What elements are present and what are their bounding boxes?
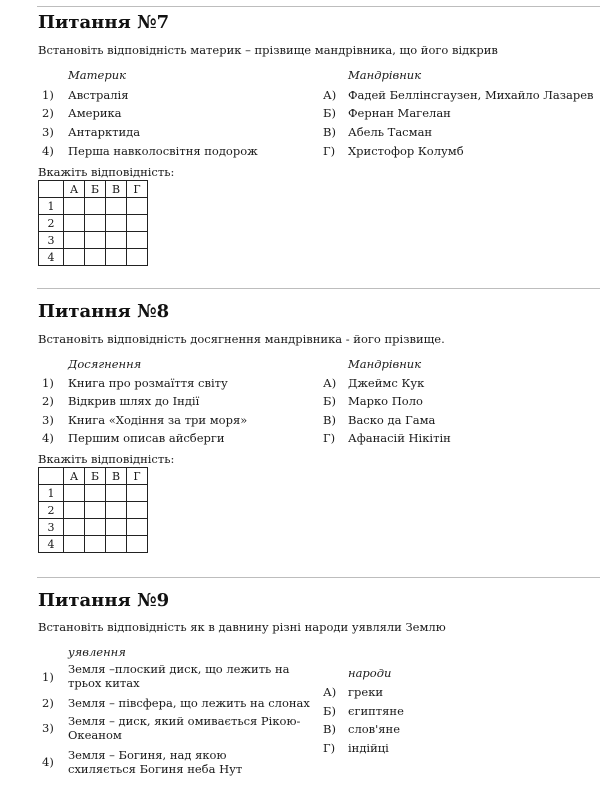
- q7-right-item: Фернан Магелан: [348, 106, 451, 120]
- q9-right-letter: Г): [323, 741, 336, 755]
- q7-left-item: Америка: [68, 106, 122, 120]
- q9-left-num: 3): [42, 721, 54, 735]
- grid-row-header: 4: [39, 536, 64, 553]
- answer-cell[interactable]: [106, 198, 127, 215]
- q7-answer-prompt: Вкажіть відповідність:: [38, 165, 175, 179]
- q7-right-item: Фадей Беллінсгаузен, Михайло Лазарев: [348, 88, 594, 102]
- answer-cell[interactable]: [106, 232, 127, 249]
- grid-row-header: 1: [39, 198, 64, 215]
- grid-row-header: 3: [39, 232, 64, 249]
- q8-left-num: 4): [42, 431, 54, 445]
- answer-cell[interactable]: [127, 215, 148, 232]
- q7-instruction: Встановіть відповідність материк – прізвище мандрівника, що його відкрив: [38, 43, 498, 57]
- q9-right-letter: А): [323, 685, 337, 699]
- answer-cell[interactable]: [64, 198, 85, 215]
- q9-right-header: народи: [348, 666, 392, 680]
- q9-left-item: Земля – півсфера, що лежить на слонах: [68, 696, 310, 710]
- q7-right-letter: В): [323, 125, 336, 139]
- q8-right-letter: В): [323, 413, 336, 427]
- q8-answer-grid: [38, 467, 148, 553]
- q7-left-num: 1): [42, 88, 54, 102]
- q9-right-item: греки: [348, 685, 384, 699]
- answer-cell[interactable]: [85, 536, 106, 553]
- answer-cell[interactable]: [64, 232, 85, 249]
- q9-instruction: Встановіть відповідність як в давнину різні народи уявляли Землю: [38, 620, 446, 634]
- answer-cell[interactable]: [85, 198, 106, 215]
- q7-right-letter: Г): [323, 144, 336, 158]
- q8-divider: [37, 288, 600, 289]
- q9-right-item: єгиптяне: [348, 704, 404, 718]
- q7-left-num: 3): [42, 125, 54, 139]
- grid-row-header: 4: [39, 249, 64, 266]
- answer-cell[interactable]: [127, 485, 148, 502]
- answer-cell[interactable]: [106, 536, 127, 553]
- q9-left-item: Земля –плоский диск, що лежить на трьох китах: [68, 662, 290, 690]
- answer-cell[interactable]: [85, 485, 106, 502]
- answer-cell[interactable]: [64, 519, 85, 536]
- q7-right-item: Абель Тасман: [348, 125, 433, 139]
- answer-cell[interactable]: [127, 502, 148, 519]
- q7-right-letter: Б): [323, 106, 336, 120]
- grid-row: [39, 502, 148, 519]
- grid-row: [39, 198, 148, 215]
- grid-row: [39, 519, 148, 536]
- grid-row-header: 1: [39, 485, 64, 502]
- answer-cell[interactable]: [85, 215, 106, 232]
- q9-title: Питання №9: [38, 590, 170, 611]
- q8-left-item: Книга «Ходіння за три моря»: [68, 413, 248, 427]
- q9-right-letter: Б): [323, 704, 336, 718]
- answer-cell[interactable]: [106, 215, 127, 232]
- q9-left-item: Земля – Богиня, над якою схиляється Богиня неба Нут: [68, 748, 243, 776]
- grid-col-header: Б: [85, 181, 106, 198]
- answer-cell[interactable]: [106, 519, 127, 536]
- grid-row: [39, 215, 148, 232]
- q8-instruction: Встановіть відповідність досягнення мандрівника - його прізвище.: [38, 332, 445, 346]
- q7-right-letter: А): [323, 88, 337, 102]
- q9-left-num: 4): [42, 755, 54, 769]
- q7-left-header: Материк: [68, 68, 126, 82]
- q7-left-item: Перша навколосвітня подорож: [68, 144, 258, 158]
- answer-cell[interactable]: [127, 536, 148, 553]
- answer-cell[interactable]: [106, 485, 127, 502]
- q8-title: Питання №8: [38, 301, 170, 322]
- answer-cell[interactable]: [64, 215, 85, 232]
- q7-title: Питання №7: [38, 12, 170, 33]
- q8-left-num: 1): [42, 376, 54, 390]
- grid-corner-cell: [39, 468, 64, 485]
- q8-left-num: 3): [42, 413, 54, 427]
- q9-right-letter: В): [323, 722, 336, 736]
- grid-header-row: [39, 181, 148, 198]
- q8-right-item: Марко Поло: [348, 394, 423, 408]
- grid-row-header: 3: [39, 519, 64, 536]
- q9-left-num: 2): [42, 696, 54, 710]
- q9-divider: [37, 577, 600, 578]
- q9-right-item: слов'яне: [348, 722, 401, 736]
- q8-left-item: Книга про розмаїття світу: [68, 376, 228, 390]
- answer-cell[interactable]: [127, 232, 148, 249]
- grid-row: [39, 249, 148, 266]
- answer-cell[interactable]: [64, 485, 85, 502]
- answer-cell[interactable]: [85, 502, 106, 519]
- q8-left-num: 2): [42, 394, 54, 408]
- answer-cell[interactable]: [127, 198, 148, 215]
- q7-left-num: 4): [42, 144, 54, 158]
- q8-answer-prompt: Вкажіть відповідність:: [38, 452, 175, 466]
- answer-cell[interactable]: [127, 249, 148, 266]
- q9-left-num: 1): [42, 670, 54, 684]
- answer-cell[interactable]: [127, 519, 148, 536]
- grid-col-header: Г: [127, 181, 148, 198]
- q9-left-header: уявлення: [68, 645, 126, 659]
- answer-cell[interactable]: [106, 502, 127, 519]
- grid-col-header: А: [64, 468, 85, 485]
- q7-answer-grid: [38, 180, 148, 266]
- answer-cell[interactable]: [64, 536, 85, 553]
- grid-col-header: В: [106, 468, 127, 485]
- top-divider: [37, 6, 600, 7]
- q8-right-item: Васко да Гама: [348, 413, 436, 427]
- q8-left-item: Відкрив шлях до Індії: [68, 394, 200, 408]
- q9-left-item: Земля – диск, який омивається Рікою-Океаном: [68, 714, 301, 742]
- grid-col-header: Г: [127, 468, 148, 485]
- grid-row: [39, 485, 148, 502]
- grid-row: [39, 232, 148, 249]
- answer-cell[interactable]: [64, 502, 85, 519]
- answer-cell[interactable]: [85, 519, 106, 536]
- q8-right-letter: А): [323, 376, 337, 390]
- grid-corner-cell: [39, 181, 64, 198]
- q7-left-num: 2): [42, 106, 54, 120]
- answer-cell[interactable]: [85, 249, 106, 266]
- grid-col-header: А: [64, 181, 85, 198]
- q7-left-item: Антарктида: [68, 125, 141, 139]
- q7-right-header: Мандрівник: [348, 68, 422, 82]
- q8-left-item: Першим описав айсберги: [68, 431, 225, 445]
- answer-cell[interactable]: [85, 232, 106, 249]
- q8-right-item: Афанасій Нікітін: [348, 431, 451, 445]
- grid-row: [39, 536, 148, 553]
- q8-right-item: Джеймс Кук: [348, 376, 425, 390]
- q8-right-letter: Б): [323, 394, 336, 408]
- q8-right-header: Мандрівник: [348, 357, 422, 371]
- answer-cell[interactable]: [64, 249, 85, 266]
- q9-right-item: індійці: [348, 741, 389, 755]
- q8-right-letter: Г): [323, 431, 336, 445]
- grid-header-row: [39, 468, 148, 485]
- q7-left-item: Австралія: [68, 88, 129, 102]
- answer-cell[interactable]: [106, 249, 127, 266]
- q8-left-header: Досягнення: [68, 357, 142, 371]
- grid-col-header: Б: [85, 468, 106, 485]
- grid-row-header: 2: [39, 502, 64, 519]
- q7-right-item: Христофор Колумб: [348, 144, 464, 158]
- grid-row-header: 2: [39, 215, 64, 232]
- grid-col-header: В: [106, 181, 127, 198]
